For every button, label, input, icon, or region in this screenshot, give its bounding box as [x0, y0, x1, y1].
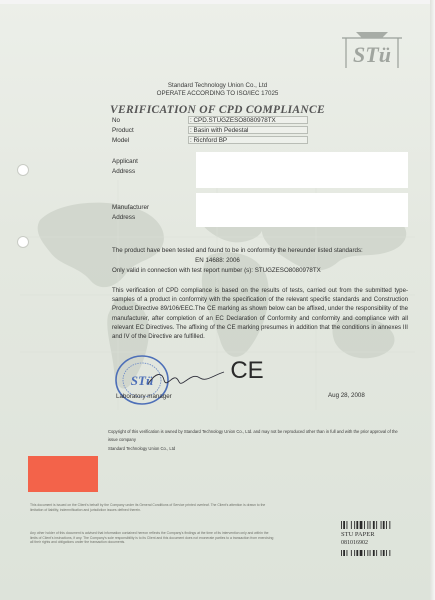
barcode-bar — [364, 550, 365, 556]
barcode-bar — [356, 521, 358, 529]
copyright-notice: Copyright of this verification is owned by Standard Technology Union Co., Ltd. and may not be reproduced other than in full and with the prior approval of the issue company — [108, 429, 398, 442]
barcode-bar — [381, 521, 382, 529]
scan-edge-top — [0, 0, 435, 4]
paper-label: STU PAPER — [341, 531, 375, 538]
field-label-manufacturer-address: Address — [112, 214, 136, 221]
report-reference: Only valid in connection with test report number (s): STUGZESO8080978TX — [112, 267, 321, 274]
punch-hole — [17, 236, 29, 248]
barcode-bar — [354, 521, 355, 529]
stu-logo-icon — [336, 28, 408, 74]
barcode-bar — [370, 550, 371, 556]
barcode-bar — [341, 550, 342, 556]
document-title: VERIFICATION OF CPD COMPLIANCE — [110, 104, 325, 116]
barcode-bar — [376, 550, 377, 556]
barcode-bar — [386, 521, 387, 529]
ce-text: CE — [230, 357, 264, 382]
barcode-bar — [376, 521, 377, 529]
barcode-bar — [360, 521, 363, 529]
fineprint-para-1: This document is issued on the Client's behalf by the Company under its General Conditions of Service printed overleaf. The Client's attention is drawn to the limitation of liability, indemnification and jurisdiction issues defined therein. — [30, 503, 266, 512]
redacted-applicant — [196, 152, 408, 188]
barcode-bar — [383, 550, 385, 556]
barcode-icon — [341, 550, 407, 556]
issuer-header — [0, 82, 435, 98]
field-label-manufacturer: Manufacturer — [112, 204, 150, 211]
paper-number: 081016902 — [341, 540, 368, 546]
accreditation-line: OPERATE ACCORDING TO ISO/IEC 17025 — [156, 90, 279, 97]
standard-reference: EN 14688: 2006 — [195, 257, 240, 264]
barcode-bar — [370, 521, 371, 529]
barcode-icon — [341, 521, 407, 529]
barcode-bar — [347, 550, 348, 556]
copyright-owner: Standard Technology Union Co., Ltd — [108, 446, 176, 451]
barcode-bar — [356, 550, 358, 556]
lab-manager-label: Laboratory manager — [116, 393, 172, 400]
barcode-bar — [373, 550, 375, 556]
barcode-bar — [389, 521, 390, 529]
barcode-bar — [360, 550, 363, 556]
barcode-bar — [383, 521, 385, 529]
barcode-bar — [347, 521, 348, 529]
field-value-model: : Richford BP — [190, 137, 228, 144]
barcode-bar — [381, 550, 382, 556]
field-label-applicant-address: Address — [112, 168, 136, 175]
field-label-product: Product — [112, 127, 134, 134]
redacted-manufacturer — [196, 193, 408, 227]
ce-mark-icon — [226, 356, 268, 382]
barcode-bar — [343, 521, 345, 529]
logo-text: STü — [353, 42, 391, 67]
barcode-bar — [351, 550, 352, 556]
compliance-body-text: This verification of CPD compliance is based on the results of tests, carried out from the submitted type-samples of a product in conformity with the specification of the relevant specific standards and Construction Product Directive 89/106/EEC.The CE marking as shown below can be affixed, under the responsibility of the manufacturer, after completion of an EC Declaration of Conformity and conformity and compliance with all relevant EC Directives. The affixing of the CE marking presumes in addition that the conditions in annexes III and IV of the Directive are fulfilled. — [112, 287, 408, 341]
barcode-bar — [364, 521, 365, 529]
orange-redaction-block — [28, 456, 98, 492]
field-value-product: : Basin with Pedestal — [190, 127, 249, 134]
conformity-statement: The product have been tested and found to be in conformity the hereunder listed standards: — [112, 247, 363, 254]
barcode-bar — [354, 550, 355, 556]
barcode-bar — [367, 521, 368, 529]
signature-icon — [146, 368, 226, 390]
punch-hole — [17, 164, 29, 176]
barcode-bar — [351, 521, 352, 529]
org-name: Standard Technology Union Co., Ltd — [167, 82, 268, 89]
barcode-bar — [367, 550, 368, 556]
barcode-bar — [343, 550, 345, 556]
field-label-applicant: Applicant — [112, 158, 138, 165]
field-label-no: No — [112, 117, 121, 124]
barcode-bar — [373, 521, 375, 529]
seal-text: STü — [130, 373, 154, 388]
field-label-model: Model — [112, 137, 130, 144]
barcode-bar — [386, 550, 387, 556]
field-value-no: : CPD.STUGZESO8080978TX — [190, 117, 276, 124]
fineprint-para-2: Any other holder of this document is advised that information contained hereon reflects the Company's findings at the time of its intervention only and within the limits of Client's instructions, if any. The Company's sole responsibility is to its Client and this document does not exonerate parties to a transaction from exercising all their rights and obligations under the transaction documents. — [30, 531, 274, 545]
issue-date: Aug 28, 2008 — [328, 392, 365, 399]
barcode-bar — [341, 521, 342, 529]
barcode-bar — [389, 550, 390, 556]
